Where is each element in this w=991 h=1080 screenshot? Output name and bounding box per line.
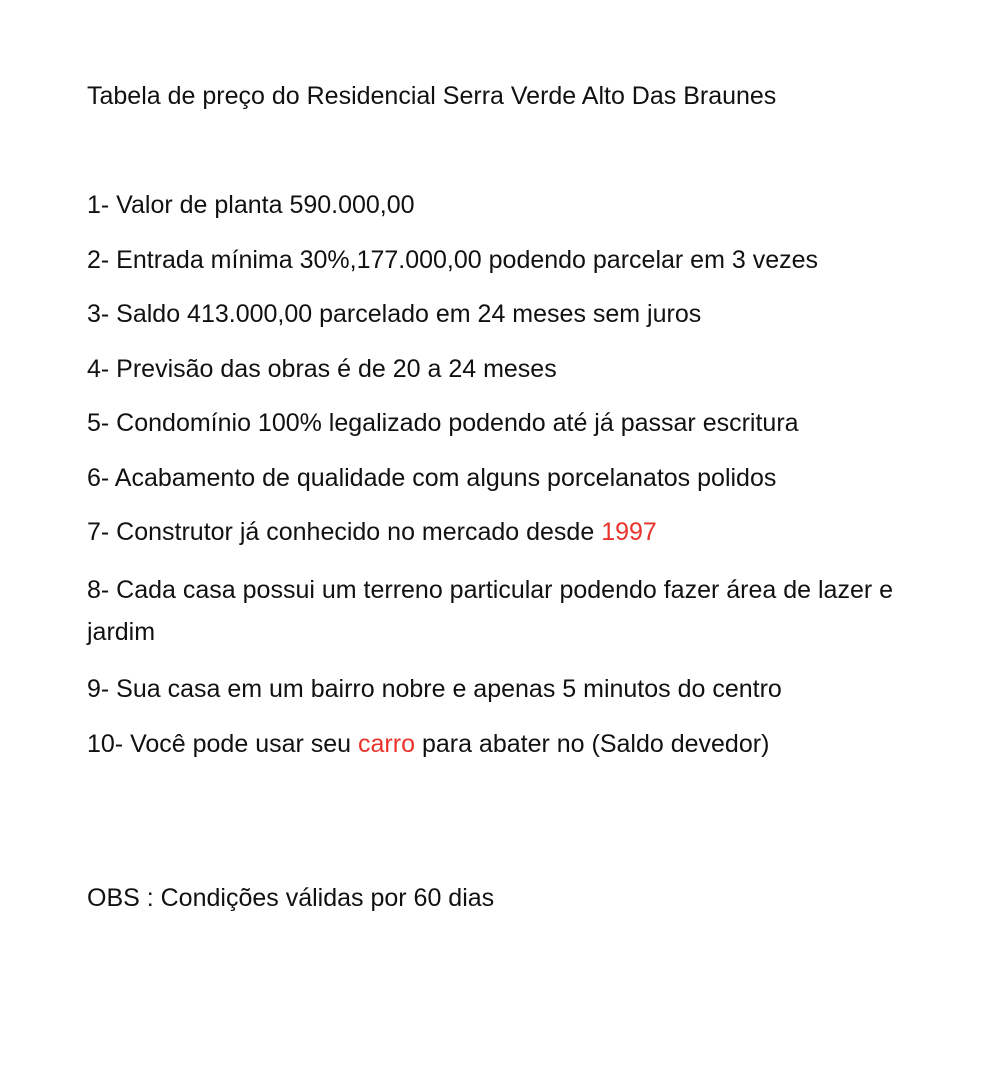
list-item-10-after: para abater no (Saldo devedor) — [415, 729, 770, 758]
list-item-7-text: 7- Construtor já conhecido no mercado desde — [87, 518, 602, 546]
list-item-10 — [87, 726, 967, 762]
list-item-6: 6- Acabamento de qualidade com alguns porcelanatos polidos — [87, 463, 777, 492]
document-title: Tabela de preço do Residencial Serra Verde Alto Das Braunes — [87, 82, 777, 110]
list-item-5: 5- Condomínio 100% legalizado podendo até já passar escritura — [87, 409, 799, 437]
highlight-year: 1997 — [601, 518, 657, 546]
conditions-list — [87, 187, 967, 780]
list-item-7 — [87, 514, 967, 550]
list-item-4: 4- Previsão das obras é de 20 a 24 meses — [87, 354, 557, 383]
list-item-10-text: 10- Você pode usar seu — [87, 729, 359, 758]
list-item-8: 8- Cada casa possui um terreno particular podendo fazer área de lazer e jardim — [87, 575, 894, 646]
obs-note: OBS : Condições válidas por 60 dias — [87, 884, 495, 912]
list-item-3: 3- Saldo 413.000,00 parcelado em 24 meses sem juros — [87, 300, 702, 328]
list-item-9: 9- Sua casa em um bairro nobre e apenas 5 minutos do centro — [87, 675, 782, 703]
highlight-car: carro — [358, 729, 415, 758]
list-item-2: 2- Entrada mínima 30%,177.000,00 podendo parcelar em 3 vezes — [87, 245, 819, 274]
list-item-1: 1- Valor de planta 590.000,00 — [87, 191, 415, 219]
